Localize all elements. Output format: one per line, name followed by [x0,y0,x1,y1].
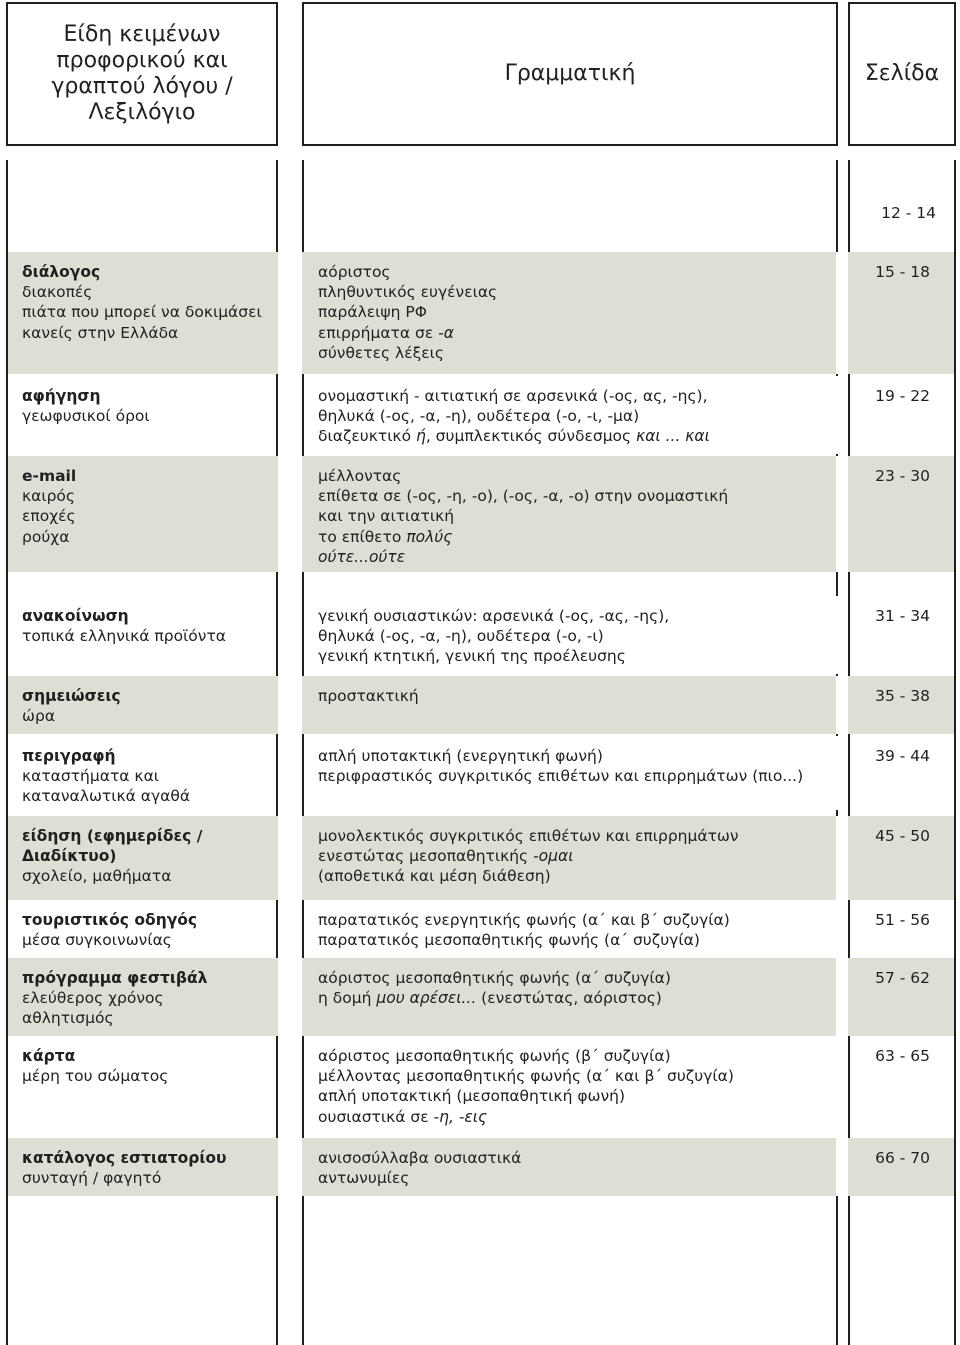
header-page: Σελίδα [848,2,956,146]
vocab-item: αθλητισμός [22,1009,114,1028]
grammar-item: το επίθετο πολύς [318,527,453,546]
vocab-cell [22,968,207,1029]
vocab-item: σχολείο, μαθήματα [22,867,172,886]
grammar-item: αόριστος [318,263,391,281]
page-range: 63 - 65 [875,1047,930,1065]
page-range: 19 - 22 [875,387,930,405]
table-row [8,816,954,900]
grammar-item: ούτε...ούτε [318,547,406,566]
grammar-item: γενική κτητική, γενική της προέλευσης [318,647,626,666]
text-type-title: σημειώσεις [22,687,121,705]
table-row [8,1138,954,1196]
table-row [8,900,954,958]
table-row [8,376,954,454]
vocab-cell [22,910,197,950]
header-line: Είδη κειμένων [63,22,221,47]
vocab-item: πιάτα που μπορεί να δοκιμάσει [22,303,262,322]
vocab-item: τοπικά ελληνικά προϊόντα [22,627,226,646]
vocab-cell [22,1046,168,1086]
header-line: προφορικού και [56,48,228,73]
grammar-item: η δομή μου αρέσει... (ενεστώτας, αόριστος) [318,989,662,1008]
text-type-title: πρόγραμμα φεστιβάλ [22,969,208,987]
text-type-title: Διαδίκτυο) [22,847,117,866]
page-range: 15 - 18 [875,263,930,281]
table-row [8,252,954,374]
grammar-item: προστακτική [318,687,419,705]
grammar-cell [318,968,671,1008]
grammar-cell [318,686,419,706]
text-type-title: e-mail [22,467,77,485]
grammar-cell [318,386,710,447]
grammar-item: ουσιαστικά σε -η, -εις [318,1107,488,1126]
header-grammar: Γραμματική [302,2,838,146]
vocab-item: μέρη του σώματος [22,1067,169,1086]
grammar-item: μέλλοντας μεσοπαθητικής φωνής (α΄ και β΄ συζυγία) [318,1067,734,1086]
grammar-item: παράλειψη ΡΦ [318,303,427,322]
vocab-cell [22,1148,227,1188]
grammar-cell [318,1046,734,1127]
table-row [8,736,954,810]
vocab-item: ώρα [22,707,56,726]
vocab-item: μέσα συγκοινωνίας [22,931,172,950]
grammar-cell [318,606,669,667]
page-range: 51 - 56 [875,911,930,929]
vocab-cell [22,262,262,343]
grammar-cell [318,910,730,950]
grammar-item: (αποθετικά και μέση διάθεση) [318,867,551,886]
text-type-title: είδηση (εφημερίδες / [22,827,203,845]
header-text-types [6,2,278,146]
grammar-item: και την αιτιατική [318,507,455,526]
vocab-cell [22,686,121,726]
page-range: 23 - 30 [875,467,930,485]
grammar-item: παρατατικός μεσοπαθητικής φωνής (α΄ συζυγία) [318,931,700,950]
grammar-item: επιρρήματα σε -α [318,323,454,342]
vocab-item: διακοπές [22,283,93,302]
grammar-item: επίθετα σε (-ος, -η, -ο), (-ος, -α, -ο) στην ονομαστική [318,487,729,506]
grammar-item: μονολεκτικός συγκριτικός επιθέτων και επιρρημάτων [318,827,739,845]
vocab-cell [22,826,202,887]
grammar-item: γενική ουσιαστικών: αρσενικά (-ος, -ας, -ης), [318,607,670,625]
page-range: 31 - 34 [875,607,930,625]
table-row [8,596,954,674]
page-range: 66 - 70 [875,1149,930,1167]
vocab-cell [22,466,76,547]
grammar-cell [318,262,497,363]
grammar-item: ανισοσύλλαβα ουσιαστικά [318,1149,522,1167]
grammar-cell [318,746,803,786]
text-type-title: διάλογος [22,263,101,281]
grammar-item: σύνθετες λέξεις [318,343,444,362]
grammar-item: παρατατικός ενεργητικής φωνής (α΄ και β΄ συζυγία) [318,911,730,929]
grammar-item: απλή υποτακτική (μεσοπαθητική φωνή) [318,1087,626,1106]
text-type-title: ανακοίνωση [22,607,129,625]
table-row [8,676,954,734]
vocab-item: κανείς στην Ελλάδα [22,323,179,342]
vocab-item: ρούχα [22,527,70,546]
grammar-cell [318,466,728,567]
vocab-cell [22,746,190,807]
grammar-item: διαζευκτικό ή, συμπλεκτικός σύνδεσμος και ... και [318,427,710,446]
page-range: 35 - 38 [875,687,930,705]
grammar-item: ονομαστική - αιτιατική σε αρσενικά (-ος, ας, -ης), [318,387,708,405]
grammar-item: θηλυκά (-ος, -α, -η), ουδέτερα (-ο, -ι, -μα) [318,407,640,426]
grammar-item: θηλυκά (-ος, -α, -η), ουδέτερα (-ο, -ι) [318,627,604,646]
header-line: γραπτού λόγου / [51,74,233,99]
page-range: 45 - 50 [875,827,930,845]
grammar-cell [318,1148,521,1188]
text-type-title: περιγραφή [22,747,116,765]
vocab-item: ελεύθερος χρόνος [22,989,164,1008]
page-range: 39 - 44 [875,747,930,765]
grammar-item: πληθυντικός ευγένειας [318,283,498,302]
grammar-item: απλή υποτακτική (ενεργητική φωνή) [318,747,603,765]
text-type-title: τουριστικός οδηγός [22,911,198,929]
grammar-cell [318,826,739,887]
grammar-item: αόριστος μεσοπαθητικής φωνής (α΄ συζυγία) [318,969,671,987]
table-row [8,1036,954,1138]
vocab-item: καιρός [22,487,76,506]
grammar-item: περιφραστικός συγκριτικός επιθέτων και επιρρημάτων (πιο...) [318,767,804,786]
vocab-item: καταστήματα και [22,767,160,786]
vocab-item: συνταγή / φαγητό [22,1169,162,1188]
text-type-title: αφήγηση [22,387,101,405]
vocab-cell [22,606,226,646]
vocab-item: καταναλωτικά αγαθά [22,787,191,806]
vocab-cell [22,386,150,426]
vocab-item: εποχές [22,507,76,526]
header-line: Λεξιλόγιο [88,100,196,125]
table-row [8,958,954,1036]
grammar-item: ενεστώτας μεσοπαθητικής -ομαι [318,847,574,866]
page-range: 57 - 62 [875,969,930,987]
text-type-title: κατάλογος εστιατορίου [22,1149,227,1167]
grammar-item: μέλλοντας [318,467,402,485]
text-type-title: κάρτα [22,1047,76,1065]
grammar-item: αντωνυμίες [318,1169,410,1188]
grammar-item: αόριστος μεσοπαθητικής φωνής (β΄ συζυγία) [318,1047,671,1065]
intro-pages: 12 - 14 [881,204,936,222]
table-row [8,456,954,572]
vocab-item: γεωφυσικοί όροι [22,407,150,426]
